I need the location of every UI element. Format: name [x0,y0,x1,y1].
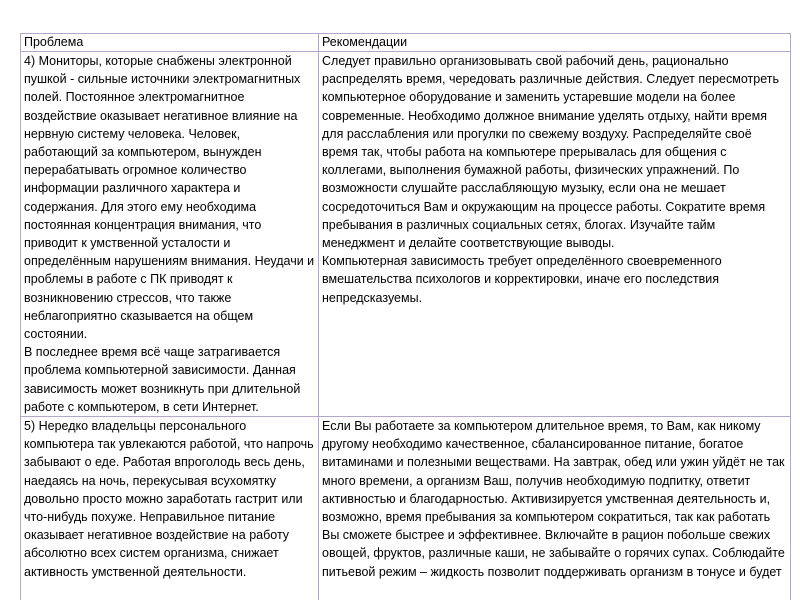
problem-cell [21,417,319,600]
paragraph: Следует правильно организовывать свой рабочий день, рационально распределять время, чередовать различные действия. Следует пересмотреть компьютерное оборудование и заменить устаревшие модели на более современные. Необходимо должное внимание уделять отдыху, найти время для расслабления или прогулки по свежему воздуху. Распределяйте своё время так, чтобы работа на компьютере прерывалась для общения с коллегами, выполнения бумажной работы, физических упражнений. По возможности слушайте расслабляющую музыку, если она не мешает сосредоточиться Вам и окружающим на процессе работы. Сократите время пребывания в различных социальных сетях, блогах. Изучайте тайм менеджмент и делайте соответствующие выводы. [322,54,779,251]
paragraph: 5) Нередко владельцы персонального компьютера так увлекаются работой, что напрочь забывают о еде. Работая впроголодь весь день, наедаясь на ночь, перекусывая всухомятку довольно просто можно заработать гастрит или что-нибудь похуже. Неправильное питание оказывает негативное воздействие на работу абсолютно всех систем организма, снижает активность умственной деятельности. [24,419,314,579]
paragraph: Компьютерная зависимость требует определённого своевременного вмешательства психологов и корректировки, иначе его последствия непредсказуемы. [322,254,722,305]
column-header-recommendation: Рекомендации [319,34,791,52]
column-header-problem: Проблема [21,34,319,52]
table-row [21,417,791,600]
recommendation-cell [319,52,791,417]
problems-recommendations-table [20,33,791,600]
paragraph: В последнее время всё чаще затрагивается проблема компьютерной зависимости. Данная зависимость может возникнуть при длительной работе с компьютером, в сети Интернет. [24,345,301,414]
problem-cell [21,52,319,417]
paragraph: 4) Мониторы, которые снабжены электронной пушкой - сильные источники электромагнитных полей. Постоянное электромагнитное воздействие оказывает негативное влияние на нервную систему человека. Человек, работающий за компьютером, вынужден перерабатывать огромное количество информации различного характера и содержания. Для этого ему необходима постоянная концентрация внимания, что приводит к умственной усталости и определённым нарушениям внимания. Неудачи и проблемы в работе с ПК приводят к возникновению стрессов, что также неблагоприятно сказывается на общем состоянии. [24,54,315,342]
table-header-row [21,34,791,52]
table-row [21,52,791,417]
recommendation-cell [319,417,791,600]
paragraph: Если Вы работаете за компьютером длительное время, то Вам, как никому другому необходимо качественное, сбалансированное питание, богатое витаминами и полезными веществами. На завтрак, обед или ужин уйдёт не так много времени, а организм Ваш, получив необходимую подпитку, ответит активностью и благодарностью. Активизируется умственная деятельность и, возможно, время пребывания за компьютером сократиться, так как работать Вы сможете быстрее и эффективнее. Включайте в рацион побольше свежих овощей, фруктов, различные каши, не забывайте о горячих супах. Соблюдайте питьевой режим – жидкость позволит поддерживать организм в тонусе и будет [322,419,785,579]
